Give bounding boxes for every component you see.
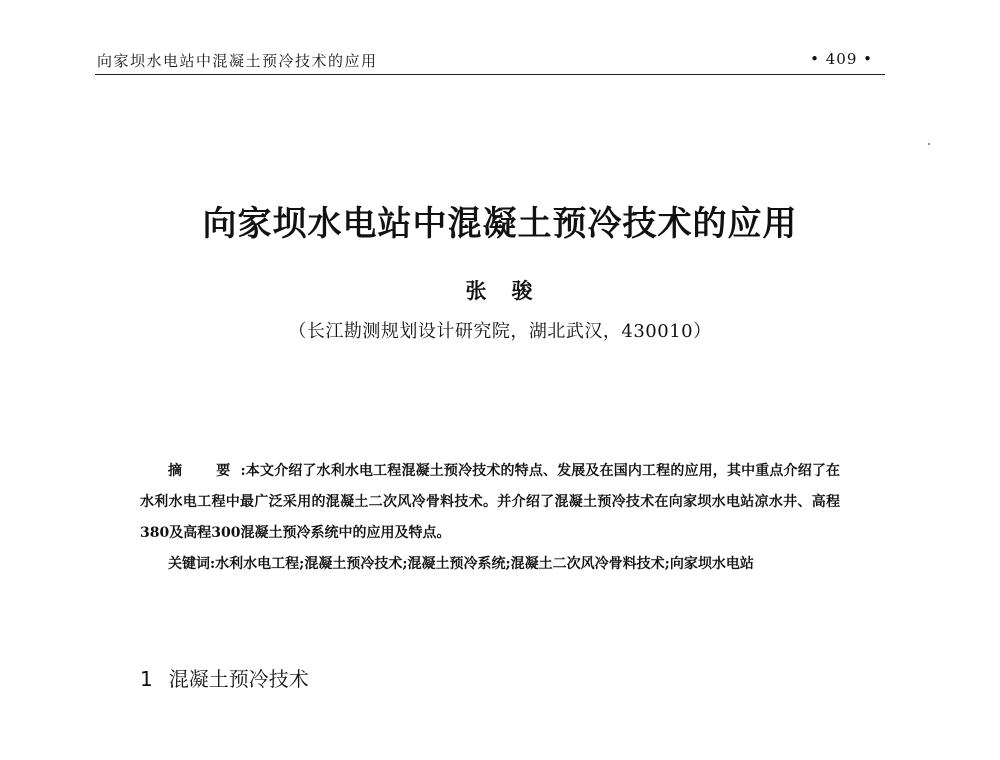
running-title: 向家坝水电站中混凝土预冷技术的应用 — [97, 52, 378, 70]
abstract-text: :本文介绍了水利水电工程混凝土预冷技术的特点、发展及在国内工程的应用，其中重点介绍了在水利水电工程中最广泛采用的混凝土二次风冷骨料技术。并介绍了混凝土预冷技术在向家坝水电站凉水井、高程380及高程300混凝土预冷系统中的应用及特点。 — [140, 463, 841, 541]
keywords-paragraph — [140, 549, 840, 580]
author-name: 张 骏 — [465, 278, 535, 303]
section-number: 1 — [140, 667, 153, 691]
keywords-label: 关键词 — [168, 556, 210, 572]
section-heading — [140, 663, 309, 692]
abstract-paragraph — [140, 456, 840, 549]
scan-artifact-dot — [928, 143, 930, 145]
abstract-block — [140, 456, 840, 580]
abstract-label: 摘 要 — [168, 463, 241, 479]
paper-title: 向家坝水电站中混凝土预冷技术的应用 — [202, 204, 798, 244]
running-header — [95, 48, 885, 75]
section-title: 混凝土预冷技术 — [168, 667, 309, 691]
page-number: • 409 • — [810, 50, 873, 68]
author-affiliation: （长江勘测规划设计研究院，湖北武汉，430010） — [288, 321, 712, 342]
keywords-text: :水利水电工程;混凝土预冷技术;混凝土预冷系统;混凝土二次风冷骨料技术;向家坝水电站 — [210, 556, 754, 572]
